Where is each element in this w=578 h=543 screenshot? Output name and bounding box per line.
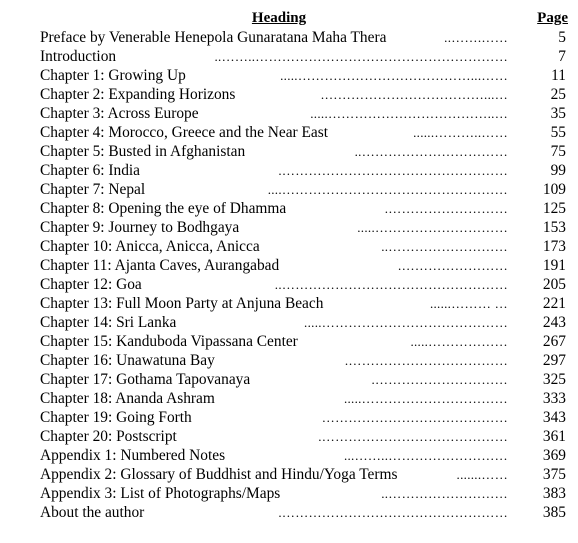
dot-leader: ……………………………………………. bbox=[278, 163, 508, 178]
toc-header bbox=[40, 9, 568, 28]
entry-title: Appendix 3: List of Photographs/Maps bbox=[40, 485, 281, 502]
entry-page-number: 11 bbox=[551, 67, 566, 84]
toc-entry bbox=[40, 123, 568, 142]
toc-entry bbox=[40, 332, 568, 351]
toc-entry bbox=[40, 313, 568, 332]
entry-title: Chapter 20: Postscript bbox=[40, 428, 177, 445]
toc-entries bbox=[40, 28, 568, 522]
entry-title: Chapter 3: Across Europe bbox=[40, 105, 199, 122]
entry-title: Chapter 11: Ajanta Caves, Aurangabad bbox=[40, 257, 280, 274]
dot-leader: …………………………………………….... bbox=[267, 182, 508, 197]
entry-title: Chapter 15: Kanduboda Vipassana Center bbox=[40, 333, 298, 350]
toc-entry bbox=[40, 446, 568, 465]
entry-page-number: 361 bbox=[542, 428, 566, 445]
dot-leader: ………………..... bbox=[410, 334, 508, 349]
dot-leader: ………………………………. bbox=[344, 353, 508, 368]
entry-title: Chapter 10: Anicca, Anicca, Anicca bbox=[40, 238, 260, 255]
entry-title: Chapter 16: Unawatuna Bay bbox=[40, 352, 215, 369]
toc-entry bbox=[40, 465, 568, 484]
entry-title: About the author bbox=[40, 504, 145, 521]
dot-leader: …….…….. bbox=[444, 30, 508, 45]
entry-page-number: 5 bbox=[558, 29, 566, 46]
entry-page-number: 325 bbox=[542, 371, 566, 388]
toc-entry bbox=[40, 47, 568, 66]
entry-page-number: 383 bbox=[542, 485, 566, 502]
dot-leader: ……………………………………………. bbox=[278, 505, 508, 520]
toc-entry bbox=[40, 408, 568, 427]
entry-title: Chapter 8: Opening the eye of Dhamma bbox=[40, 200, 287, 217]
toc-entry bbox=[40, 351, 568, 370]
dot-leader: ……………………………..... bbox=[343, 391, 508, 406]
entry-title: Chapter 5: Busted in Afghanistan bbox=[40, 143, 246, 160]
dot-leader: ……………………………………. bbox=[318, 429, 508, 444]
entry-title: Chapter 19: Going Forth bbox=[40, 409, 192, 426]
dot-leader: ……………………….. bbox=[381, 239, 508, 254]
dot-leader: ……....... bbox=[456, 467, 508, 482]
dot-leader: ……………………….. bbox=[381, 486, 508, 501]
dot-leader: ………………………..……... bbox=[343, 448, 508, 463]
toc-entry bbox=[40, 28, 568, 47]
toc-entry bbox=[40, 180, 568, 199]
entry-page-number: 75 bbox=[550, 143, 566, 160]
toc-entry bbox=[40, 370, 568, 389]
dot-leader: …………………………………………………..…….. bbox=[214, 49, 508, 64]
dot-leader: …………………………….. bbox=[354, 144, 508, 159]
toc-entry bbox=[40, 237, 568, 256]
entry-page-number: 375 bbox=[542, 466, 566, 483]
entry-page-number: 369 bbox=[542, 447, 566, 464]
entry-page-number: 333 bbox=[542, 390, 566, 407]
dot-leader: ………………………. bbox=[384, 201, 508, 216]
dot-leader: ……………………. bbox=[398, 258, 508, 273]
entry-page-number: 221 bbox=[542, 295, 566, 312]
entry-page-number: 109 bbox=[542, 181, 566, 198]
toc-entry bbox=[40, 218, 568, 237]
entry-page-number: 205 bbox=[542, 276, 566, 293]
entry-page-number: 25 bbox=[550, 86, 566, 103]
toc-entry bbox=[40, 427, 568, 446]
entry-page-number: 243 bbox=[542, 314, 566, 331]
entry-page-number: 267 bbox=[542, 333, 566, 350]
entry-page-number: 153 bbox=[542, 219, 566, 236]
dot-leader: ……………………………………..... bbox=[304, 315, 508, 330]
entry-page-number: 297 bbox=[542, 352, 566, 369]
dot-leader: … ………...... bbox=[429, 296, 508, 311]
toc-entry bbox=[40, 503, 568, 522]
toc-entry bbox=[40, 161, 568, 180]
entry-page-number: 125 bbox=[542, 200, 566, 217]
dot-leader: …...………………………………. bbox=[320, 87, 508, 102]
entry-title: Appendix 1: Numbered Notes bbox=[40, 447, 226, 464]
entry-page-number: 191 bbox=[542, 257, 566, 274]
entry-page-number: 35 bbox=[550, 105, 566, 122]
entry-title: Chapter 12: Goa bbox=[40, 276, 142, 293]
dot-leader: …………………………………………….. bbox=[274, 277, 508, 292]
entry-page-number: 7 bbox=[558, 48, 566, 65]
entry-page-number: 55 bbox=[550, 124, 566, 141]
toc-entry bbox=[40, 484, 568, 503]
dot-leader: ……...…………………………………..... bbox=[280, 68, 508, 83]
toc-entry bbox=[40, 85, 568, 104]
entry-page-number: 99 bbox=[550, 162, 566, 179]
toc-entry bbox=[40, 66, 568, 85]
entry-page-number: 343 bbox=[542, 409, 566, 426]
entry-title: Chapter 9: Journey to Bodhgaya bbox=[40, 219, 240, 236]
dot-leader: …..………………………………..... bbox=[310, 106, 508, 121]
heading-column-label: Heading bbox=[251, 10, 307, 26]
entry-page-number: 385 bbox=[542, 504, 566, 521]
dot-leader: …………………………………… bbox=[321, 410, 508, 425]
toc-entry bbox=[40, 275, 568, 294]
toc-entry bbox=[40, 104, 568, 123]
toc-entry bbox=[40, 256, 568, 275]
toc-entry bbox=[40, 142, 568, 161]
toc-entry bbox=[40, 294, 568, 313]
entry-title: Chapter 6: India bbox=[40, 162, 141, 179]
dot-leader: ……..………...... bbox=[413, 125, 508, 140]
dot-leader: …………………………..... bbox=[357, 220, 508, 235]
entry-title: Chapter 18: Ananda Ashram bbox=[40, 390, 215, 407]
entry-title: Chapter 13: Full Moon Party at Anjuna Beach bbox=[40, 295, 324, 312]
entry-title: Chapter 4: Morocco, Greece and the Near East bbox=[40, 124, 329, 141]
entry-title: Preface by Venerable Henepola Gunaratana Maha Thera bbox=[40, 29, 387, 46]
entry-title: Chapter 1: Growing Up bbox=[40, 67, 186, 84]
entry-title: Chapter 2: Expanding Horizons bbox=[40, 86, 236, 103]
toc-entry bbox=[40, 199, 568, 218]
entry-title: Appendix 2: Glossary of Buddhist and Hindu/Yoga Terms bbox=[40, 466, 398, 483]
entry-title: Chapter 14: Sri Lanka bbox=[40, 314, 177, 331]
entry-title: Chapter 17: Gothama Tapovanaya bbox=[40, 371, 251, 388]
dot-leader: …………………………. bbox=[371, 372, 508, 387]
entry-page-number: 173 bbox=[542, 238, 566, 255]
entry-title: Introduction bbox=[40, 48, 117, 65]
toc-entry bbox=[40, 389, 568, 408]
entry-title: Chapter 7: Nepal bbox=[40, 181, 146, 198]
page-column-label: Page bbox=[537, 10, 568, 26]
